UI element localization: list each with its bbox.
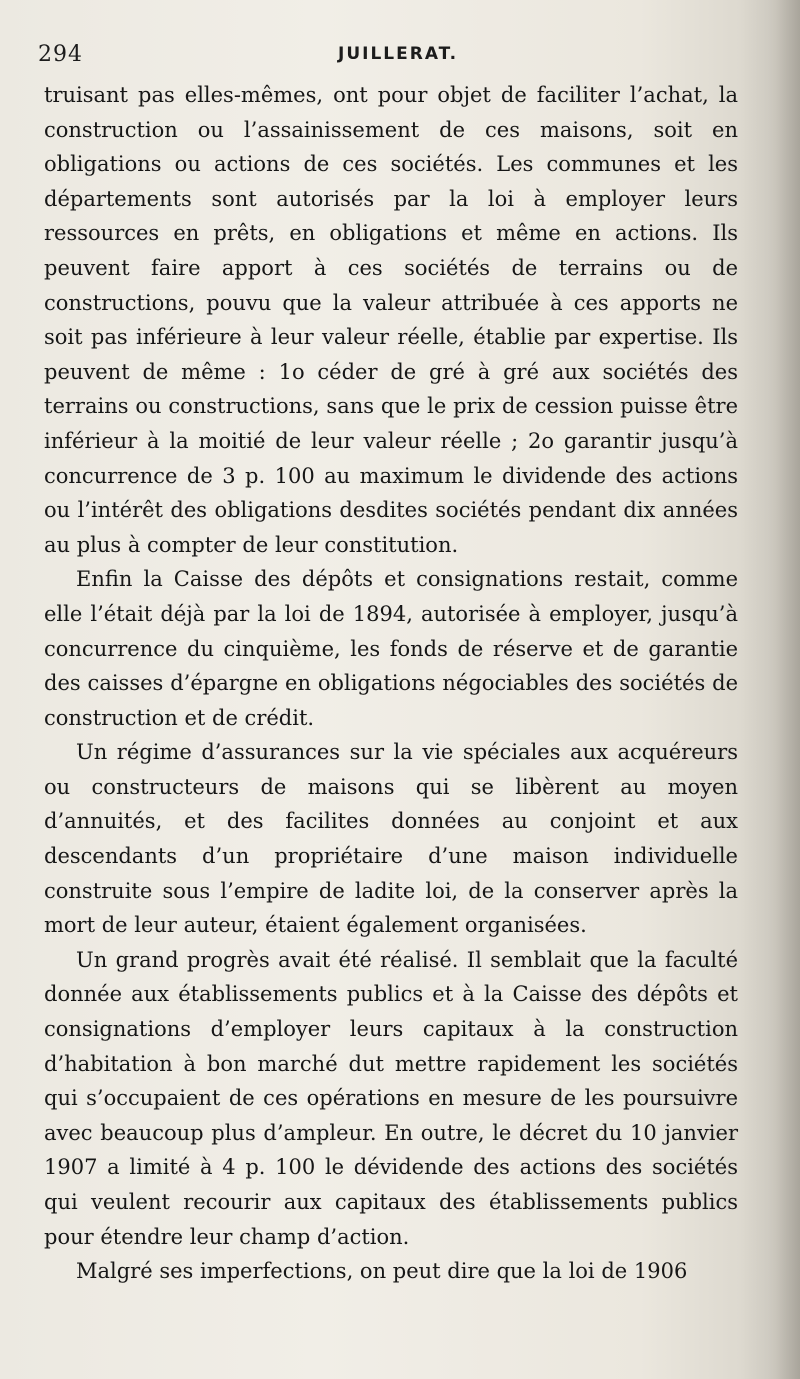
- paragraph: Malgré ses imperfections, on peut dire que la loi de 1906: [76, 1259, 688, 1284]
- paragraph: truisant pas elles-mêmes, ont pour objet de faciliter l’achat, la construction ou l’assainissement de ces maisons, soit en obligations ou actions de ces sociétés. Les communes et les départements sont autorisés par la loi à employer leurs ressources en prêts, en obligations et même en actions. Ils peuvent faire apport à ces sociétés de terrains ou de constructions, pouvu que la valeur attribuée à ces apports ne soit pas inférieure à leur valeur réelle, établie par expertise. Ils peuvent de même : 1o céder de gré à gré aux sociétés des terrains ou constructions, sans que le prix de cession puisse être inférieur à la moitié de leur valeur réelle ; 2o garantir jusqu’à concurrence de 3 p. 100 au maximum le dividende des actions ou l’intérêt des obligations desdites sociétés pendant dix années au plus à compter de leur constitution.: [44, 83, 738, 557]
- body-text: [44, 78, 738, 1289]
- page-number: 294: [38, 42, 83, 67]
- page-header: [38, 42, 738, 82]
- paragraph: Enfin la Caisse des dépôts et consignations restait, comme elle l’était déjà par la loi de 1894, autorisée à employer, jusqu’à concurrence du cinquième, les fonds de réserve et de garantie des caisses d’épargne en obligations négociables des sociétés de construction et de crédit.: [44, 567, 738, 730]
- paragraph: Un grand progrès avait été réalisé. Il semblait que la faculté donnée aux établissements publics et à la Caisse des dépôts et consignations d’employer leurs capitaux à la construction d’habitation à bon marché dut mettre rapidement les sociétés qui s’occupaient de ces opérations en mesure de les poursuivre avec beaucoup plus d’ampleur. En outre, le décret du 10 janvier 1907 a limité à 4 p. 100 le dévidende des actions des sociétés qui veulent recourir aux capitaux des établissements publics pour étendre leur champ d’action.: [44, 947, 738, 1249]
- paragraph: Un régime d’assurances sur la vie spéciales aux acquéreurs ou constructeurs de maisons qui se libèrent au moyen d’annuités, et des facilites données au conjoint et aux descendants d’un propriétaire d’une maison individuelle construite sous l’empire de ladite loi, de la conserver après la mort de leur auteur, étaient également organisées.: [44, 740, 738, 938]
- running-head: JUILLERAT.: [338, 44, 459, 64]
- page-edge-shadow: [740, 0, 800, 1379]
